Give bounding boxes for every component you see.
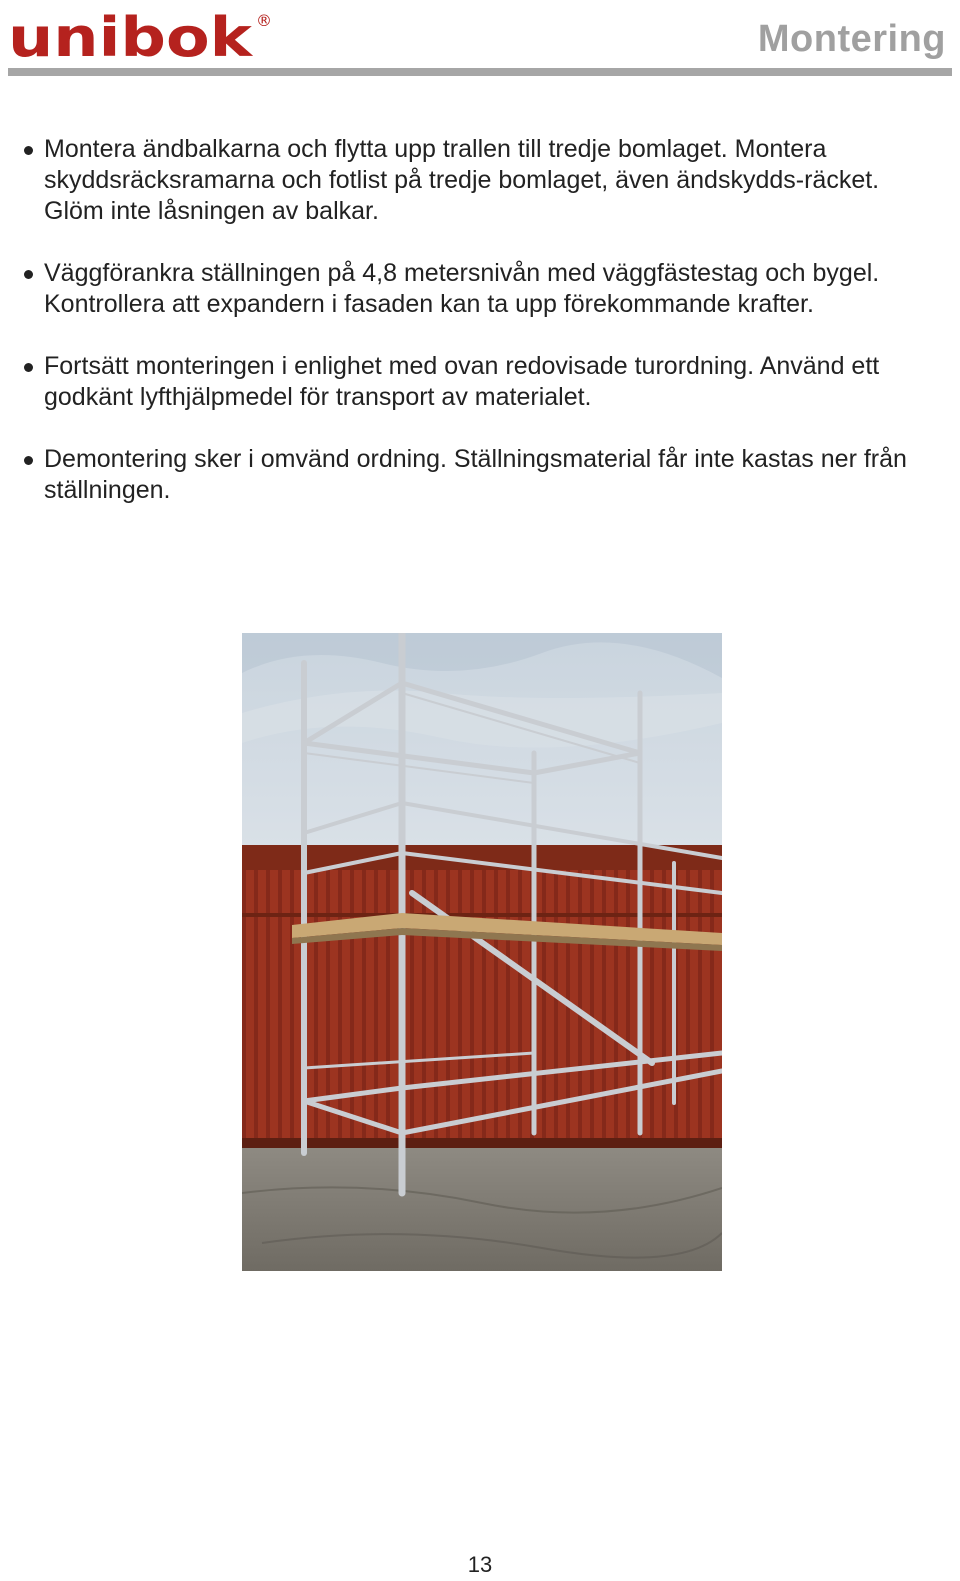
list-item-text: Väggförankra ställningen på 4,8 metersnivån med väggfästestag och bygel. Kontrollera att expandern i fasaden kan ta upp förekommande krafter. bbox=[44, 259, 880, 318]
bullet-icon bbox=[24, 146, 33, 155]
registered-mark: ® bbox=[256, 11, 272, 30]
list-item-text: Fortsätt monteringen i enlighet med ovan redovisade turordning. Använd ett godkänt lyfthjälpmedel för transport av materialet. bbox=[44, 352, 880, 411]
header-rule bbox=[8, 68, 952, 76]
page-number: 13 bbox=[467, 1552, 493, 1577]
bullet-icon bbox=[24, 456, 33, 465]
list-item-text: Demontering sker i omvänd ordning. Ställningsmaterial får inte kastas ner från ställningen. bbox=[44, 445, 907, 504]
scaffold-photo bbox=[242, 633, 722, 1271]
logo-wordmark: unibok bbox=[8, 6, 254, 62]
instruction-list bbox=[24, 134, 924, 537]
bullet-icon bbox=[24, 363, 33, 372]
bullet-icon bbox=[24, 270, 33, 279]
list-item bbox=[24, 351, 924, 413]
unibok-logo bbox=[8, 6, 276, 62]
page-header bbox=[0, 0, 960, 82]
list-item bbox=[24, 134, 924, 227]
list-item bbox=[24, 258, 924, 320]
list-item-text: Montera ändbalkarna och flytta upp trallen till tredje bomlaget. Montera skyddsräcksramarna och fotlist på tredje bomlaget, även ändskydds-räcket. Glöm inte låsningen av balkar. bbox=[44, 135, 880, 225]
page-title: Montering bbox=[757, 18, 946, 60]
list-item bbox=[24, 444, 924, 506]
